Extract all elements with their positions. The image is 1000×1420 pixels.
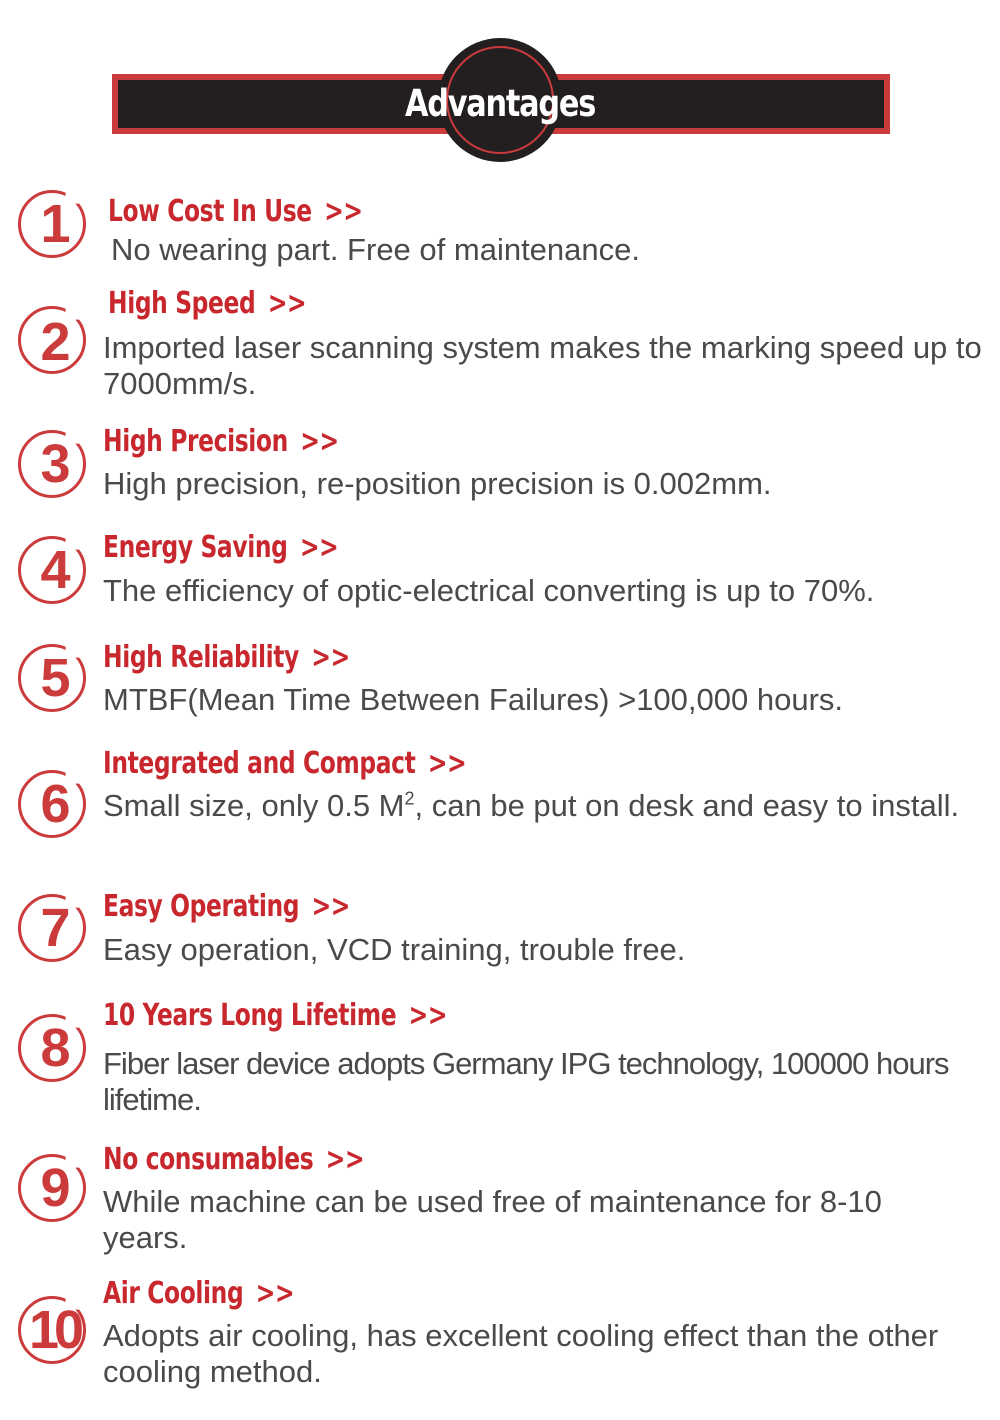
item-number: 6 — [40, 774, 68, 834]
arrows-icon: >> — [324, 194, 363, 229]
item-title: Energy Saving >> — [103, 530, 339, 565]
item-description: MTBF(Mean Time Between Failures) >100,000 hours. — [103, 682, 844, 717]
item-title: Easy Operating >> — [103, 889, 351, 924]
item-number: 1 — [40, 194, 68, 254]
item-title: Low Cost In Use >> — [108, 194, 363, 229]
item-description: While machine can be used free of maintenance for 8-10 years. — [103, 1184, 882, 1255]
arrows-icon: >> — [299, 530, 339, 565]
item-description: Imported laser scanning system makes the marking speed up to 7000mm/s. — [103, 330, 982, 401]
item-title: Air Cooling >> — [103, 1276, 295, 1311]
item-number: 10 — [28, 1300, 80, 1360]
item-number: 9 — [40, 1158, 68, 1218]
item-description: Fiber laser device adopts Germany IPG technology, 100000 hours lifetime. — [103, 1046, 949, 1117]
item-description: Small size, only 0.5 $M^2$, can be put on desk and easy to install. — [103, 788, 960, 823]
item-number: 7 — [40, 898, 68, 958]
arrows-icon: >> — [427, 746, 467, 781]
item-description: High precision, re-position precision is 0.002mm. — [103, 466, 772, 501]
arrows-icon: >> — [267, 286, 307, 321]
item-title: Integrated and Compact >> — [103, 746, 467, 781]
arrows-icon: >> — [311, 640, 350, 675]
arrows-icon: >> — [408, 998, 448, 1033]
item-number: 8 — [40, 1018, 68, 1078]
arrows-icon: >> — [300, 424, 339, 459]
item-number: 5 — [40, 648, 68, 708]
item-description: No wearing part. Free of maintenance. — [111, 232, 640, 267]
item-title: High Speed >> — [108, 286, 307, 321]
page-title: Advantages — [404, 82, 596, 125]
item-description: Easy operation, VCD training, trouble free. — [103, 932, 686, 967]
arrows-icon: >> — [311, 889, 351, 924]
item-title: High Precision >> — [103, 424, 339, 459]
item-title: No consumables >> — [103, 1142, 365, 1177]
item-title: High Reliability >> — [103, 640, 350, 675]
item-title: 10 Years Long Lifetime >> — [103, 998, 448, 1033]
arrows-icon: >> — [325, 1142, 365, 1177]
arrows-icon: >> — [255, 1276, 295, 1311]
item-number: 2 — [40, 312, 68, 372]
item-number: 3 — [40, 434, 68, 494]
item-number: 4 — [40, 540, 68, 600]
item-description: Adopts air cooling, has excellent cooling effect than the other cooling method. — [103, 1318, 939, 1389]
item-description: The efficiency of optic-electrical converting is up to 70%. — [103, 573, 875, 608]
